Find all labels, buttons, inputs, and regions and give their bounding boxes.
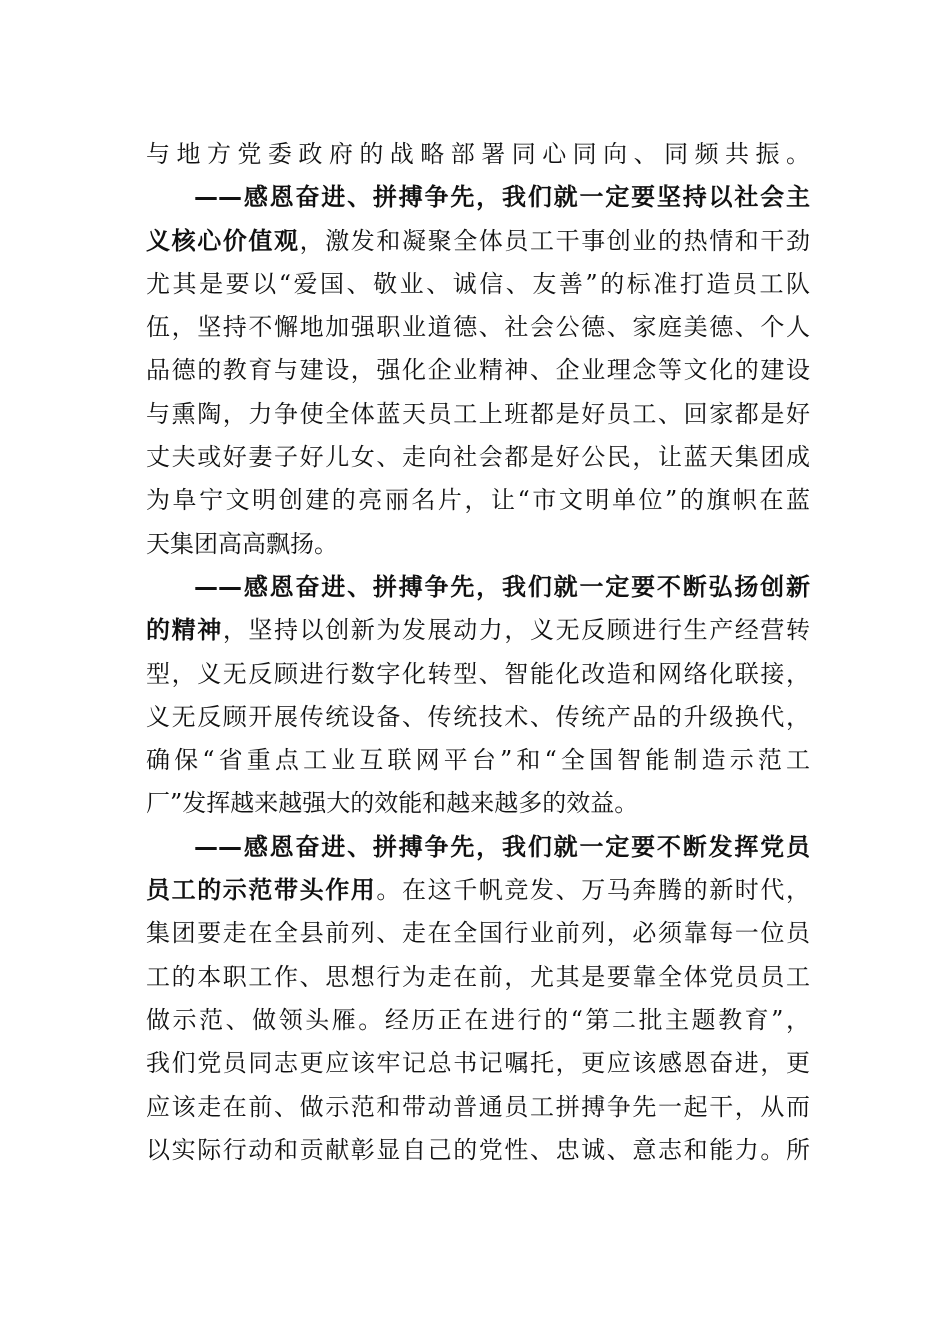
bold-lead: 义核心价值观 <box>146 226 300 255</box>
text-line: 与地方党委政府的战略部署同心同向、同频共振。 <box>146 140 810 168</box>
bold-lead: 员工的示范带头作用 <box>146 876 377 905</box>
bold-lead: ——感恩奋进、拼搏争先，我们就一定要不断发挥党员 <box>194 832 810 861</box>
text-line: 天集团高高飘扬。 <box>146 529 338 558</box>
text-line: 伍，坚持不懈地加强职业道德、社会公德、家庭美德、个人 <box>146 313 810 342</box>
text-line: 为阜宁文明创建的亮丽名片，让“市文明单位”的旗帜在蓝 <box>146 486 810 515</box>
text-line: 厂”发挥越来越强大的效能和越来越多的效益。 <box>146 789 639 818</box>
text-line: 应该走在前、做示范和带动普通员工拼搏争先一起干，从而 <box>146 1092 810 1121</box>
section-heading-line <box>146 566 810 609</box>
section-heading-line <box>146 176 810 219</box>
text-line: 与熏陶，力争使全体蓝天员工上班都是好员工、回家都是好 <box>146 399 810 428</box>
bold-lead: ——感恩奋进、拼搏争先，我们就一定要不断弘扬创新 <box>194 572 810 601</box>
text-line: 确保“省重点工业互联网平台”和“全国智能制造示范工 <box>146 746 810 775</box>
text-line: 我们党员同志更应该牢记总书记嘱托，更应该感恩奋进，更 <box>146 1049 810 1078</box>
bold-lead: 的精神 <box>146 616 223 645</box>
text-line: 的精神，坚持以创新为发展动力，义无反顾进行生产经营转 <box>146 616 810 645</box>
text-line: 尤其是要以“爱国、敬业、诚信、友善”的标准打造员工队 <box>146 269 810 298</box>
text-line: 以实际行动和贡献彰显自己的党性、忠诚、意志和能力。所 <box>146 1135 810 1164</box>
text-line: 义核心价值观，激发和凝聚全体员工干事创业的热情和干劲 <box>146 226 810 255</box>
section-heading-line <box>146 826 810 869</box>
text-line: 集团要走在全县前列、走在全国行业前列，必须靠每一位员 <box>146 919 810 948</box>
text-line: 义无反顾开展传统设备、传统技术、传统产品的升级换代， <box>146 702 810 731</box>
document-page <box>146 133 810 1172</box>
text-line: 工的本职工作、思想行为走在前，尤其是要靠全体党员员工 <box>146 962 810 991</box>
bold-lead: ——感恩奋进、拼搏争先，我们就一定要坚持以社会主 <box>194 183 810 212</box>
text-line: 做示范、做领头雁。经历正在进行的“第二批主题教育”， <box>146 1005 810 1034</box>
text-line: 型，义无反顾进行数字化转型、智能化改造和网络化联接， <box>146 659 810 688</box>
text-line: 丈夫或好妻子好儿女、走向社会都是好公民，让蓝天集团成 <box>146 443 810 472</box>
text-line: 品德的教育与建设，强化企业精神、企业理念等文化的建设 <box>146 356 810 385</box>
text-line: 员工的示范带头作用。在这千帆竞发、万马奔腾的新时代， <box>146 876 810 905</box>
